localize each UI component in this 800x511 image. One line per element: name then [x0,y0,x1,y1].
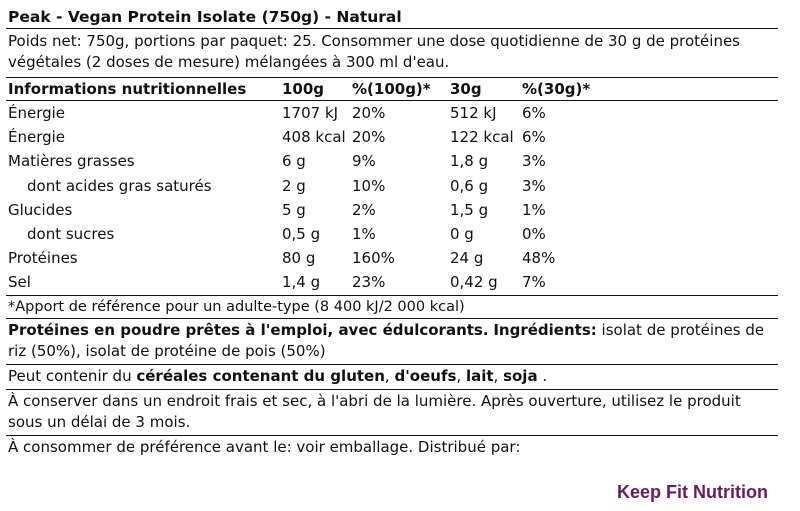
ingredients-text-2: riz (50%), isolat de protéine de pois (50%) [8,341,326,360]
allergen-soy: soja [503,366,538,385]
percent-100g: 9% [352,152,376,171]
value-100g: 1,4 g [282,273,321,292]
nutrient-name: Énergie [8,104,66,123]
allergen-separator: , [456,366,466,385]
intro-line-1: Poids net: 750g, portions par paquet: 25. Consommer une dose quotidienne de 30 g de protéines [8,32,740,50]
percent-100g: 20% [352,128,386,147]
allergens-prefix: Peut contenir du [8,366,132,385]
value-100g: 2 g [282,176,306,195]
ingredients-line-1 [8,320,776,341]
nutrient-name: Glucides [8,200,73,219]
percent-100g: 160% [352,249,395,268]
nutrition-table [6,77,778,295]
table-row [6,149,778,173]
table-row [6,246,778,270]
value-30g: 512 kJ [450,104,497,123]
table-row [6,198,778,222]
header-100g: 100g [282,78,352,101]
product-description: Protéines en poudre prêtes à l'emploi, avec édulcorants. [8,320,489,339]
value-30g: 24 g [450,249,484,268]
nutrient-name: Matières grasses [8,152,135,171]
nutrient-name: dont acides gras saturés [27,176,212,195]
value-100g: 6 g [282,152,306,171]
percent-30g: 1% [522,200,546,219]
nutrient-name: Sel [8,273,31,292]
percent-30g: 3% [522,176,546,195]
allergen-milk: lait [465,366,494,385]
nutrient-name: dont sucres [27,225,115,244]
table-row [6,174,778,198]
best-before-section [6,435,778,460]
percent-30g: 0% [522,225,546,244]
value-100g: 0,5 g [282,225,321,244]
header-percent-100g: %(100g)* [352,78,450,101]
storage-line-1: À conserver dans un endroit frais et sec, à l'abri de la lumière. Après ouverture, utilisez le produit [8,391,741,410]
percent-30g: 6% [522,104,546,123]
header-nutrition-info: Informations nutritionnelles [6,78,282,101]
value-100g: 80 g [282,249,316,268]
storage-section [6,389,778,435]
nutrient-name: Énergie [8,128,66,147]
value-30g: 0 g [450,225,474,244]
header-30g: 30g [450,78,522,101]
value-30g: 1,5 g [450,200,489,219]
allergen-separator: , [384,366,395,385]
value-30g: 0,42 g [450,273,498,292]
value-100g: 5 g [282,200,306,219]
ingredients-label: Ingrédients: [493,320,597,339]
allergen-eggs: d'oeufs [394,366,457,385]
percent-100g: 20% [352,104,386,123]
value-100g: 1707 kJ [282,104,339,123]
percent-100g: 10% [352,176,386,195]
allergen-separator: , [493,366,504,385]
percent-30g: 7% [522,273,546,292]
value-100g: 408 kcal [282,128,346,147]
storage-line-2: sous un délai de 3 mois. [8,412,191,431]
percent-30g: 6% [522,128,546,147]
allergens-end: . [537,366,548,385]
allergens-section [6,364,778,389]
best-before-text: À consommer de préférence avant le: voir emballage. Distribué par: [8,437,521,456]
percent-100g: 23% [352,273,386,292]
header-percent-30g: %(30g)* [522,78,778,101]
percent-100g: 2% [352,200,376,219]
nutrition-label [6,6,778,460]
percent-100g: 1% [352,225,376,244]
value-30g: 0,6 g [450,176,489,195]
nutrition-header-row [6,78,778,101]
ingredients-section [6,318,778,364]
value-30g: 1,8 g [450,152,489,171]
product-title: Peak - Vegan Protein Isolate (750g) - Natural [8,8,402,26]
table-row [6,125,778,149]
percent-30g: 48% [522,249,556,268]
reference-footnote: *Apport de référence pour un adulte-type (8 400 kJ/2 000 kcal) [6,295,778,318]
allergen-gluten: céréales contenant du gluten [136,366,385,385]
table-row [6,270,778,294]
table-row [6,222,778,246]
table-row [6,101,778,126]
percent-30g: 3% [522,152,546,171]
nutrient-name: Protéines [8,249,78,268]
intro-line-2: végétales (2 doses de mesure) mélangées à 300 ml d'eau. [8,53,450,71]
product-intro [6,28,778,77]
ingredients-text-1: isolat de protéines de [601,320,765,339]
value-30g: 122 kcal [450,128,514,147]
brand-name: Keep Fit Nutrition [617,482,768,502]
